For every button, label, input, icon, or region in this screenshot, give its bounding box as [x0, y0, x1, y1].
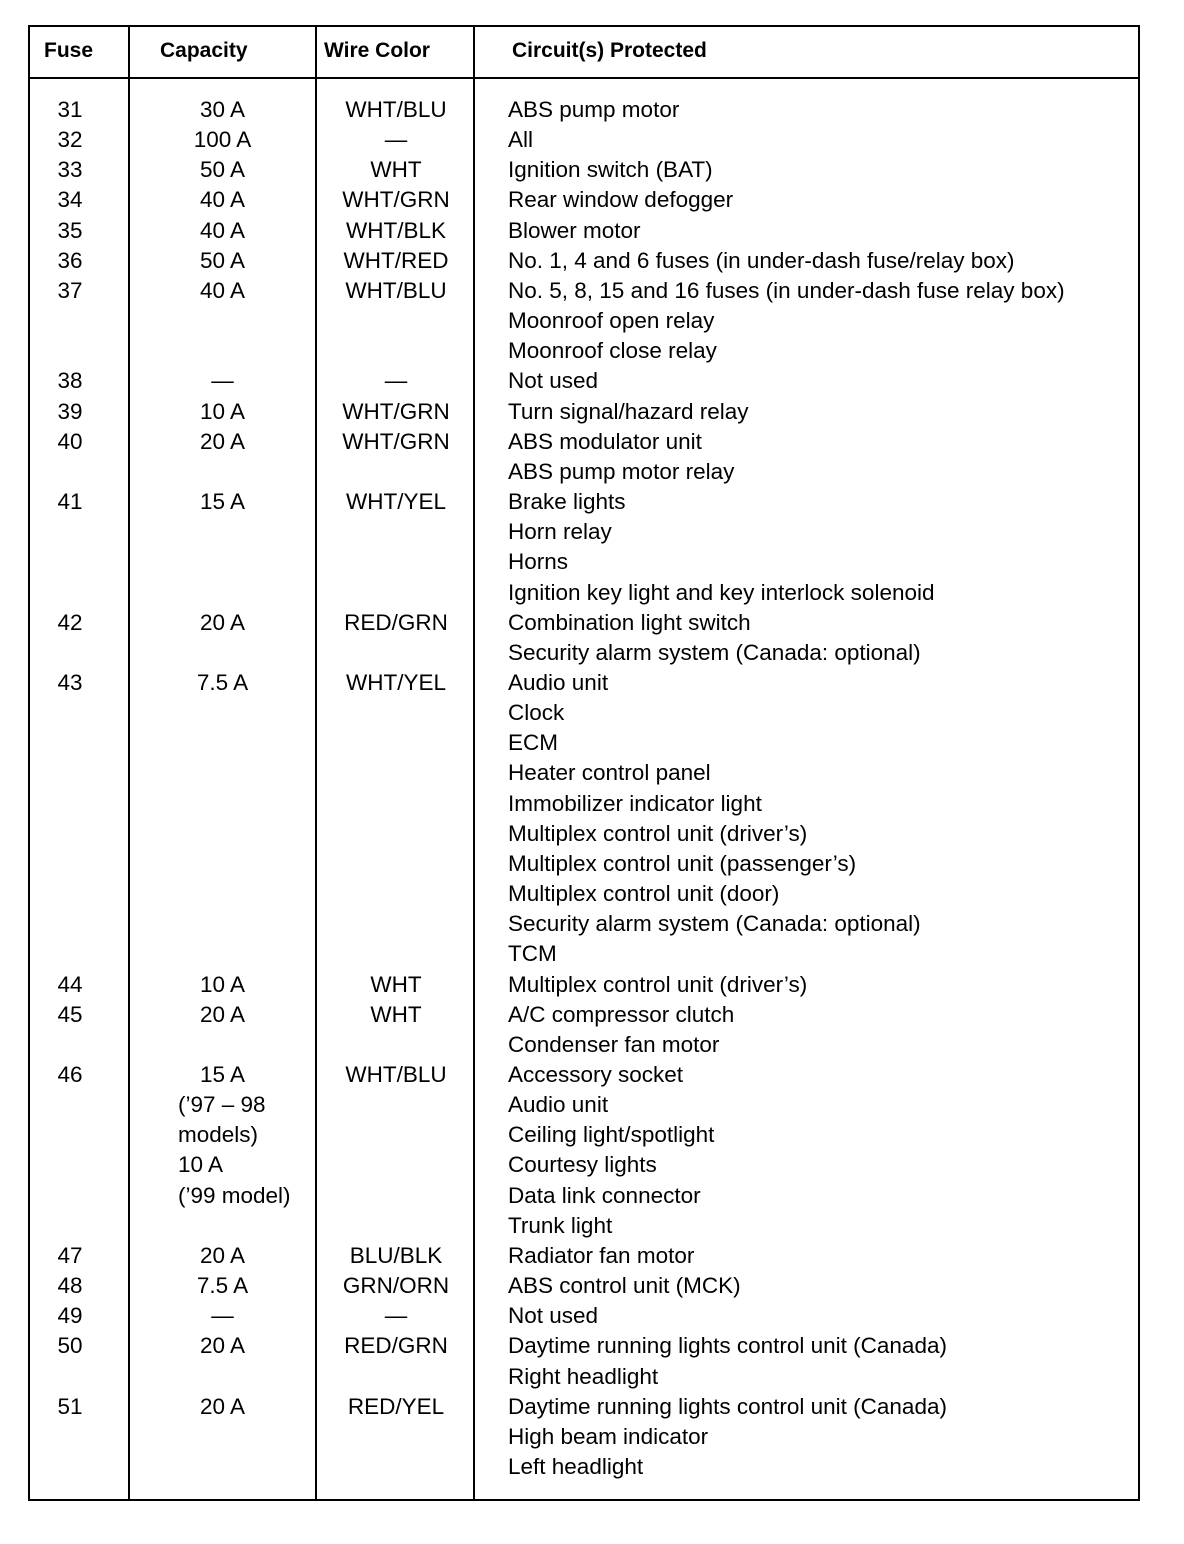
table-row — [30, 246, 1138, 276]
table-row — [30, 1422, 1138, 1452]
circuit-protected: A/C compressor clutch — [508, 1001, 735, 1027]
table-row — [30, 95, 1138, 125]
fuse-number: 47 — [57, 1242, 83, 1268]
fuse-capacity: 30 A — [199, 97, 246, 122]
wire-color: — — [384, 368, 408, 394]
circuit-protected: Moonroof close relay — [508, 338, 717, 364]
header-divider — [30, 77, 1138, 79]
circuit-protected: Right headlight — [508, 1363, 659, 1389]
table-body — [30, 95, 1138, 1482]
table-row — [30, 1150, 1138, 1180]
circuit-protected: ABS pump motor relay — [508, 458, 735, 484]
fuse-capacity: 10 A — [199, 971, 246, 997]
fuse-table — [28, 25, 1140, 1501]
fuse-number: 49 — [57, 1303, 83, 1329]
circuit-protected: Condenser fan motor — [508, 1031, 720, 1057]
table-row — [30, 758, 1138, 788]
table-row — [30, 547, 1138, 577]
fuse-number: 35 — [57, 217, 83, 243]
fuse-capacity: 40 A — [199, 187, 246, 213]
fuse-number: 37 — [57, 277, 83, 303]
circuit-protected: Turn signal/hazard relay — [508, 398, 749, 424]
fuse-capacity: models) — [178, 1122, 259, 1148]
wire-color: WHT/BLK — [345, 217, 446, 243]
circuit-protected: High beam indicator — [508, 1423, 709, 1449]
circuit-protected: TCM — [508, 941, 557, 967]
fuse-number: 46 — [57, 1062, 83, 1087]
circuit-protected: Not used — [508, 1303, 599, 1329]
table-row — [30, 366, 1138, 396]
fuse-number: 36 — [57, 247, 83, 273]
table-row — [30, 155, 1138, 185]
circuit-protected: Ceiling light/spotlight — [508, 1122, 715, 1148]
fuse-capacity: 20 A — [199, 1393, 246, 1419]
circuit-protected: Audio unit — [508, 1092, 609, 1118]
circuit-protected: No. 5, 8, 15 and 16 fuses (in under-dash fuse relay box) — [508, 277, 1065, 303]
table-row — [30, 517, 1138, 547]
fuse-capacity: 100 A — [193, 127, 252, 153]
fuse-number: 43 — [57, 669, 83, 695]
fuse-number: 42 — [57, 609, 83, 635]
fuse-number: 48 — [57, 1273, 83, 1299]
wire-color: WHT/GRN — [342, 187, 450, 213]
header-capacity: Capacity — [160, 39, 248, 62]
circuit-protected: ABS modulator unit — [508, 428, 702, 454]
circuit-protected: Security alarm system (Canada: optional) — [508, 639, 921, 665]
circuit-protected: Multiplex control unit (passenger’s) — [508, 850, 857, 876]
fuse-capacity: (’99 model) — [178, 1182, 291, 1208]
circuit-protected: Combination light switch — [508, 609, 751, 635]
wire-color: BLU/BLK — [349, 1242, 443, 1268]
table-row — [30, 125, 1138, 155]
fuse-capacity: 20 A — [199, 609, 246, 635]
fuse-capacity: 20 A — [199, 1242, 246, 1268]
fuse-capacity: 40 A — [199, 277, 246, 303]
fuse-number: 44 — [57, 971, 83, 997]
table-row — [30, 638, 1138, 668]
fuse-number: 31 — [57, 97, 83, 122]
table-row — [30, 1392, 1138, 1422]
fuse-capacity: 20 A — [199, 428, 246, 454]
table-row — [30, 1452, 1138, 1482]
table-row — [30, 216, 1138, 246]
fuse-number: 38 — [57, 368, 83, 394]
table-row — [30, 1090, 1138, 1120]
wire-color: RED/YEL — [347, 1393, 445, 1419]
table-row — [30, 306, 1138, 336]
table-row — [30, 819, 1138, 849]
wire-color: WHT — [370, 1001, 422, 1027]
circuit-protected: Security alarm system (Canada: optional) — [508, 911, 921, 937]
wire-color: RED/GRN — [344, 1333, 448, 1359]
wire-color: WHT/BLU — [345, 97, 447, 122]
table-row — [30, 1181, 1138, 1211]
fuse-number: 45 — [57, 1001, 83, 1027]
table-row — [30, 185, 1138, 215]
circuit-protected: Accessory socket — [508, 1062, 684, 1087]
fuse-capacity: 7.5 A — [196, 1273, 249, 1299]
circuit-protected: Horn relay — [508, 519, 612, 545]
circuit-protected: Left headlight — [508, 1454, 644, 1480]
table-row — [30, 608, 1138, 638]
circuit-protected: Data link connector — [508, 1182, 701, 1208]
fuse-capacity: 7.5 A — [196, 669, 249, 695]
circuit-protected: Immobilizer indicator light — [508, 790, 762, 816]
wire-color: RED/GRN — [344, 609, 448, 635]
wire-color: — — [384, 127, 408, 153]
circuit-protected: Audio unit — [508, 669, 609, 695]
wire-color: WHT/GRN — [342, 398, 450, 424]
fuse-number: 41 — [57, 489, 83, 515]
circuit-protected: No. 1, 4 and 6 fuses (in under-dash fuse/relay box) — [508, 247, 1015, 273]
header-fuse: Fuse — [44, 39, 94, 62]
circuit-protected: Trunk light — [508, 1212, 613, 1238]
header-wire-color: Wire Color — [324, 39, 430, 62]
wire-color: WHT/RED — [343, 247, 449, 273]
table-row — [30, 909, 1138, 939]
fuse-capacity: 10 A — [178, 1152, 224, 1178]
fuse-capacity: — — [211, 1303, 234, 1329]
fuse-capacity: (’97 – 98 — [178, 1092, 266, 1118]
circuit-protected: Radiator fan motor — [508, 1242, 695, 1268]
fuse-capacity: 20 A — [199, 1333, 246, 1359]
circuit-protected: Multiplex control unit (driver’s) — [508, 971, 808, 997]
fuse-number: 40 — [57, 428, 83, 454]
circuit-protected: Ignition key light and key interlock solenoid — [508, 579, 935, 605]
table-row — [30, 1000, 1138, 1030]
wire-color: WHT — [370, 157, 422, 183]
circuit-protected: Brake lights — [508, 489, 626, 515]
table-row — [30, 1241, 1138, 1271]
circuit-protected: Daytime running lights control unit (Canada) — [508, 1333, 947, 1359]
circuit-protected: ABS control unit (MCK) — [508, 1273, 741, 1299]
circuit-protected: Multiplex control unit (driver’s) — [508, 820, 808, 846]
fuse-number: 50 — [57, 1333, 83, 1359]
wire-color: WHT/GRN — [342, 428, 450, 454]
fuse-capacity: — — [211, 368, 234, 394]
wire-color: WHT/YEL — [345, 489, 446, 515]
circuit-protected: Ignition switch (BAT) — [508, 157, 713, 183]
table-row — [30, 1211, 1138, 1241]
fuse-number: 33 — [57, 157, 83, 183]
wire-color: GRN/ORN — [342, 1273, 450, 1299]
wire-color: WHT/BLU — [345, 277, 447, 303]
table-row — [30, 728, 1138, 758]
circuit-protected: Horns — [508, 549, 569, 575]
table-row — [30, 668, 1138, 698]
circuit-protected: ECM — [508, 730, 558, 756]
circuit-protected: Daytime running lights control unit (Canada) — [508, 1393, 947, 1419]
table-row — [30, 1331, 1138, 1361]
fuse-capacity: 40 A — [199, 217, 246, 243]
circuit-protected: Not used — [508, 368, 599, 394]
table-row — [30, 970, 1138, 1000]
circuit-protected: Clock — [508, 700, 565, 726]
circuit-protected: Moonroof open relay — [508, 308, 715, 334]
table-row — [30, 879, 1138, 909]
table-row — [30, 789, 1138, 819]
fuse-number: 34 — [57, 187, 83, 213]
table-row — [30, 1120, 1138, 1150]
table-row — [30, 698, 1138, 728]
table-row — [30, 487, 1138, 517]
circuit-protected: Rear window defogger — [508, 187, 734, 213]
fuse-capacity: 50 A — [199, 157, 246, 183]
table-row — [30, 397, 1138, 427]
fuse-capacity: 20 A — [199, 1001, 246, 1027]
fuse-number: 39 — [57, 398, 83, 424]
circuit-protected: Courtesy lights — [508, 1152, 657, 1178]
table-row — [30, 336, 1138, 366]
fuse-number: 32 — [57, 127, 83, 153]
fuse-capacity: 15 A — [199, 1062, 246, 1087]
wire-color: WHT/YEL — [345, 669, 446, 695]
circuit-protected: Heater control panel — [508, 760, 711, 786]
table-row — [30, 276, 1138, 306]
table-row — [30, 1030, 1138, 1060]
fuse-capacity: 50 A — [199, 247, 246, 273]
fuse-number: 51 — [57, 1393, 83, 1419]
circuit-protected: All — [508, 127, 534, 153]
table-row — [30, 1362, 1138, 1392]
table-row — [30, 1271, 1138, 1301]
table-row — [30, 1301, 1138, 1331]
table-row — [30, 939, 1138, 969]
circuit-protected: ABS pump motor — [508, 97, 680, 122]
wire-color: WHT/BLU — [345, 1062, 447, 1087]
fuse-capacity: 15 A — [199, 489, 246, 515]
header-circuits: Circuit(s) Protected — [512, 39, 707, 62]
wire-color: WHT — [370, 971, 422, 997]
table-row — [30, 578, 1138, 608]
circuit-protected: Multiplex control unit (door) — [508, 881, 780, 907]
table-row — [30, 1060, 1138, 1090]
wire-color: — — [384, 1303, 408, 1329]
fuse-capacity: 10 A — [199, 398, 246, 424]
circuit-protected: Blower motor — [508, 217, 641, 243]
table-row — [30, 457, 1138, 487]
table-row — [30, 849, 1138, 879]
table-row — [30, 427, 1138, 457]
